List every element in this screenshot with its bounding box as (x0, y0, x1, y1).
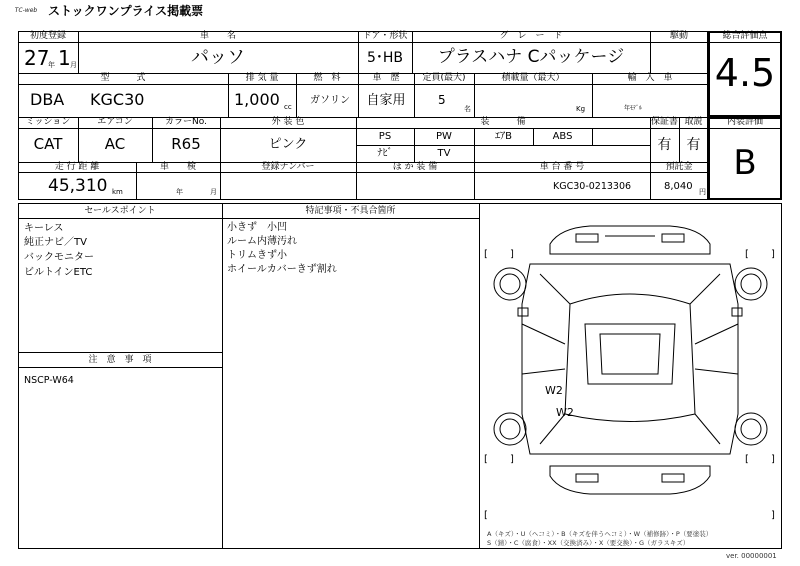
car-name-label: 車 名 (199, 31, 236, 41)
model-label: 型 式 (100, 73, 146, 83)
displacement-value: 1,000 (234, 90, 280, 109)
diagram-bracket: ] (771, 249, 775, 260)
diagram-bracket: ] (771, 454, 775, 465)
deposit-unit: 円 (699, 188, 706, 196)
diagram-bracket: [ (484, 510, 488, 521)
load-capacity-unit: Kg (576, 105, 586, 113)
door-type-label: ドア・形状 (362, 31, 408, 41)
diagram-bracket: [ (484, 454, 488, 465)
deposit-label: 預託金 (665, 162, 693, 172)
mission-value: CAT (33, 135, 63, 153)
drive-label: 駆動 (669, 31, 688, 41)
color-no-value: R65 (171, 135, 201, 153)
import-note: 年ﾓﾃﾞﾙ (624, 105, 643, 112)
deposit-value: 8,040 (664, 181, 693, 192)
load-capacity-label: 積載量（最大） (501, 73, 565, 83)
grade-value: プラスハナ Cパッケージ (437, 47, 625, 67)
fuel-value: ガソリン (310, 95, 350, 106)
chassis-number-label: 車 台 番 号 (539, 162, 585, 172)
caution-label: 注 意 事 項 (88, 355, 152, 365)
grade-label: グ レ ー ド (499, 31, 563, 41)
reg-number-label: 登録ナンバー (261, 162, 315, 172)
overall-rating-value: 4.5 (714, 51, 776, 95)
note-item: 小きず 小凹 (227, 222, 287, 233)
caution-text: NSCP-W64 (24, 375, 74, 386)
interior-rating-value: B (733, 143, 757, 183)
equipment-abs: ABS (552, 131, 573, 142)
diagram-bracket: ] (771, 510, 775, 521)
inspection-year-unit: 年 (176, 188, 183, 196)
car-name-value: パッソ (191, 47, 245, 68)
capacity-unit: 名 (464, 105, 471, 113)
manual-label: 取説 (684, 117, 703, 127)
vehicle-history-value: 自家用 (366, 93, 406, 108)
diagram-bracket: ] (510, 249, 514, 260)
displacement-label: 排 気 量 (245, 73, 279, 83)
notes-defects-label: 特記事項・不具合箇所 (305, 206, 396, 216)
sales-point-item: 純正ナビ／TV (24, 237, 87, 248)
fuel-label: 燃 料 (313, 73, 341, 83)
inspection-label: 車 検 (159, 162, 196, 172)
capacity-value: 5 (438, 93, 446, 107)
equipment-navi: ﾅﾋﾞ (377, 148, 393, 159)
note-item: トリムきず小 (227, 250, 287, 261)
warranty-book-value: 有 (657, 137, 672, 153)
chassis-number-value: KGC30-0213306 (553, 181, 632, 192)
diagram-bracket: [ (745, 454, 749, 465)
interior-rating-label: 内装評価 (726, 117, 763, 127)
damage-legend: A（キズ）・U（ヘコミ）・B（キズを伴うヘコミ）・W（補修跡）・P（要塗装） (487, 530, 713, 538)
displacement-unit: cc (284, 103, 292, 111)
aircon-value: AC (104, 135, 126, 153)
reg-month: 1 (58, 46, 71, 70)
overall-rating-label: 総合評価点 (722, 31, 768, 41)
reg-month-unit: 月 (70, 61, 77, 69)
equipment-ps: PS (378, 131, 392, 142)
exterior-color-value: ピンク (268, 137, 308, 152)
tc-web-logo: TC-web (14, 7, 38, 14)
aircon-label: エアコン (97, 117, 133, 127)
import-label: 輸 入 車 (627, 73, 673, 83)
door-type-value: 5･HB (366, 50, 404, 66)
other-equipment-label: ほ か 装 備 (392, 162, 438, 172)
inspection-month-unit: 月 (210, 188, 217, 196)
color-no-label: カラーNo. (165, 117, 207, 127)
diagram-bracket: [ (484, 249, 488, 260)
exterior-color-label: 外 装 色 (271, 117, 305, 127)
equipment-airbag: ｴｱB (495, 131, 512, 142)
first-registration-label: 初度登録 (29, 31, 66, 41)
model-value: KGC30 (90, 90, 145, 109)
equipment-label: 装 備 (480, 117, 526, 127)
manual-value: 有 (686, 137, 701, 153)
sales-point-item: ビルトインETC (24, 267, 93, 278)
warranty-book-label: 保証書 (650, 117, 678, 127)
vehicle-history-label: 車 歴 (372, 73, 400, 83)
mileage-label: 走 行 距 離 (54, 162, 100, 172)
mission-label: ミッション (25, 117, 71, 127)
document-title: ストックワンプライス掲載票 (48, 4, 204, 18)
damage-mark: W2 (545, 384, 563, 397)
version-label: ver. 00000001 (726, 552, 777, 560)
diagram-bracket: ] (510, 454, 514, 465)
equipment-pw: PW (436, 131, 452, 142)
mileage-unit: km (112, 188, 123, 196)
mileage-value: 45,310 (48, 176, 108, 196)
reg-year-unit: 年 (48, 61, 55, 69)
car-damage-diagram (480, 204, 781, 530)
damage-mark: W2 (556, 406, 574, 419)
sales-point-label: セールスポイント (84, 206, 156, 216)
note-item: ルーム内薄汚れ (227, 236, 297, 247)
damage-legend: S（錆）・C（腐食）・XX（交換済み）・X（要交換）・G（ガラスキズ） (487, 539, 690, 547)
capacity-label: 定員(最大) (422, 73, 466, 83)
sales-point-item: バックモニター (24, 252, 94, 263)
sales-point-item: キーレス (24, 223, 64, 234)
diagram-bracket: [ (745, 249, 749, 260)
model-prefix-value: DBA (30, 90, 65, 109)
note-item: ホイールカバーきず割れ (227, 264, 337, 275)
equipment-tv: TV (437, 148, 451, 159)
reg-year: 27 (24, 46, 50, 70)
